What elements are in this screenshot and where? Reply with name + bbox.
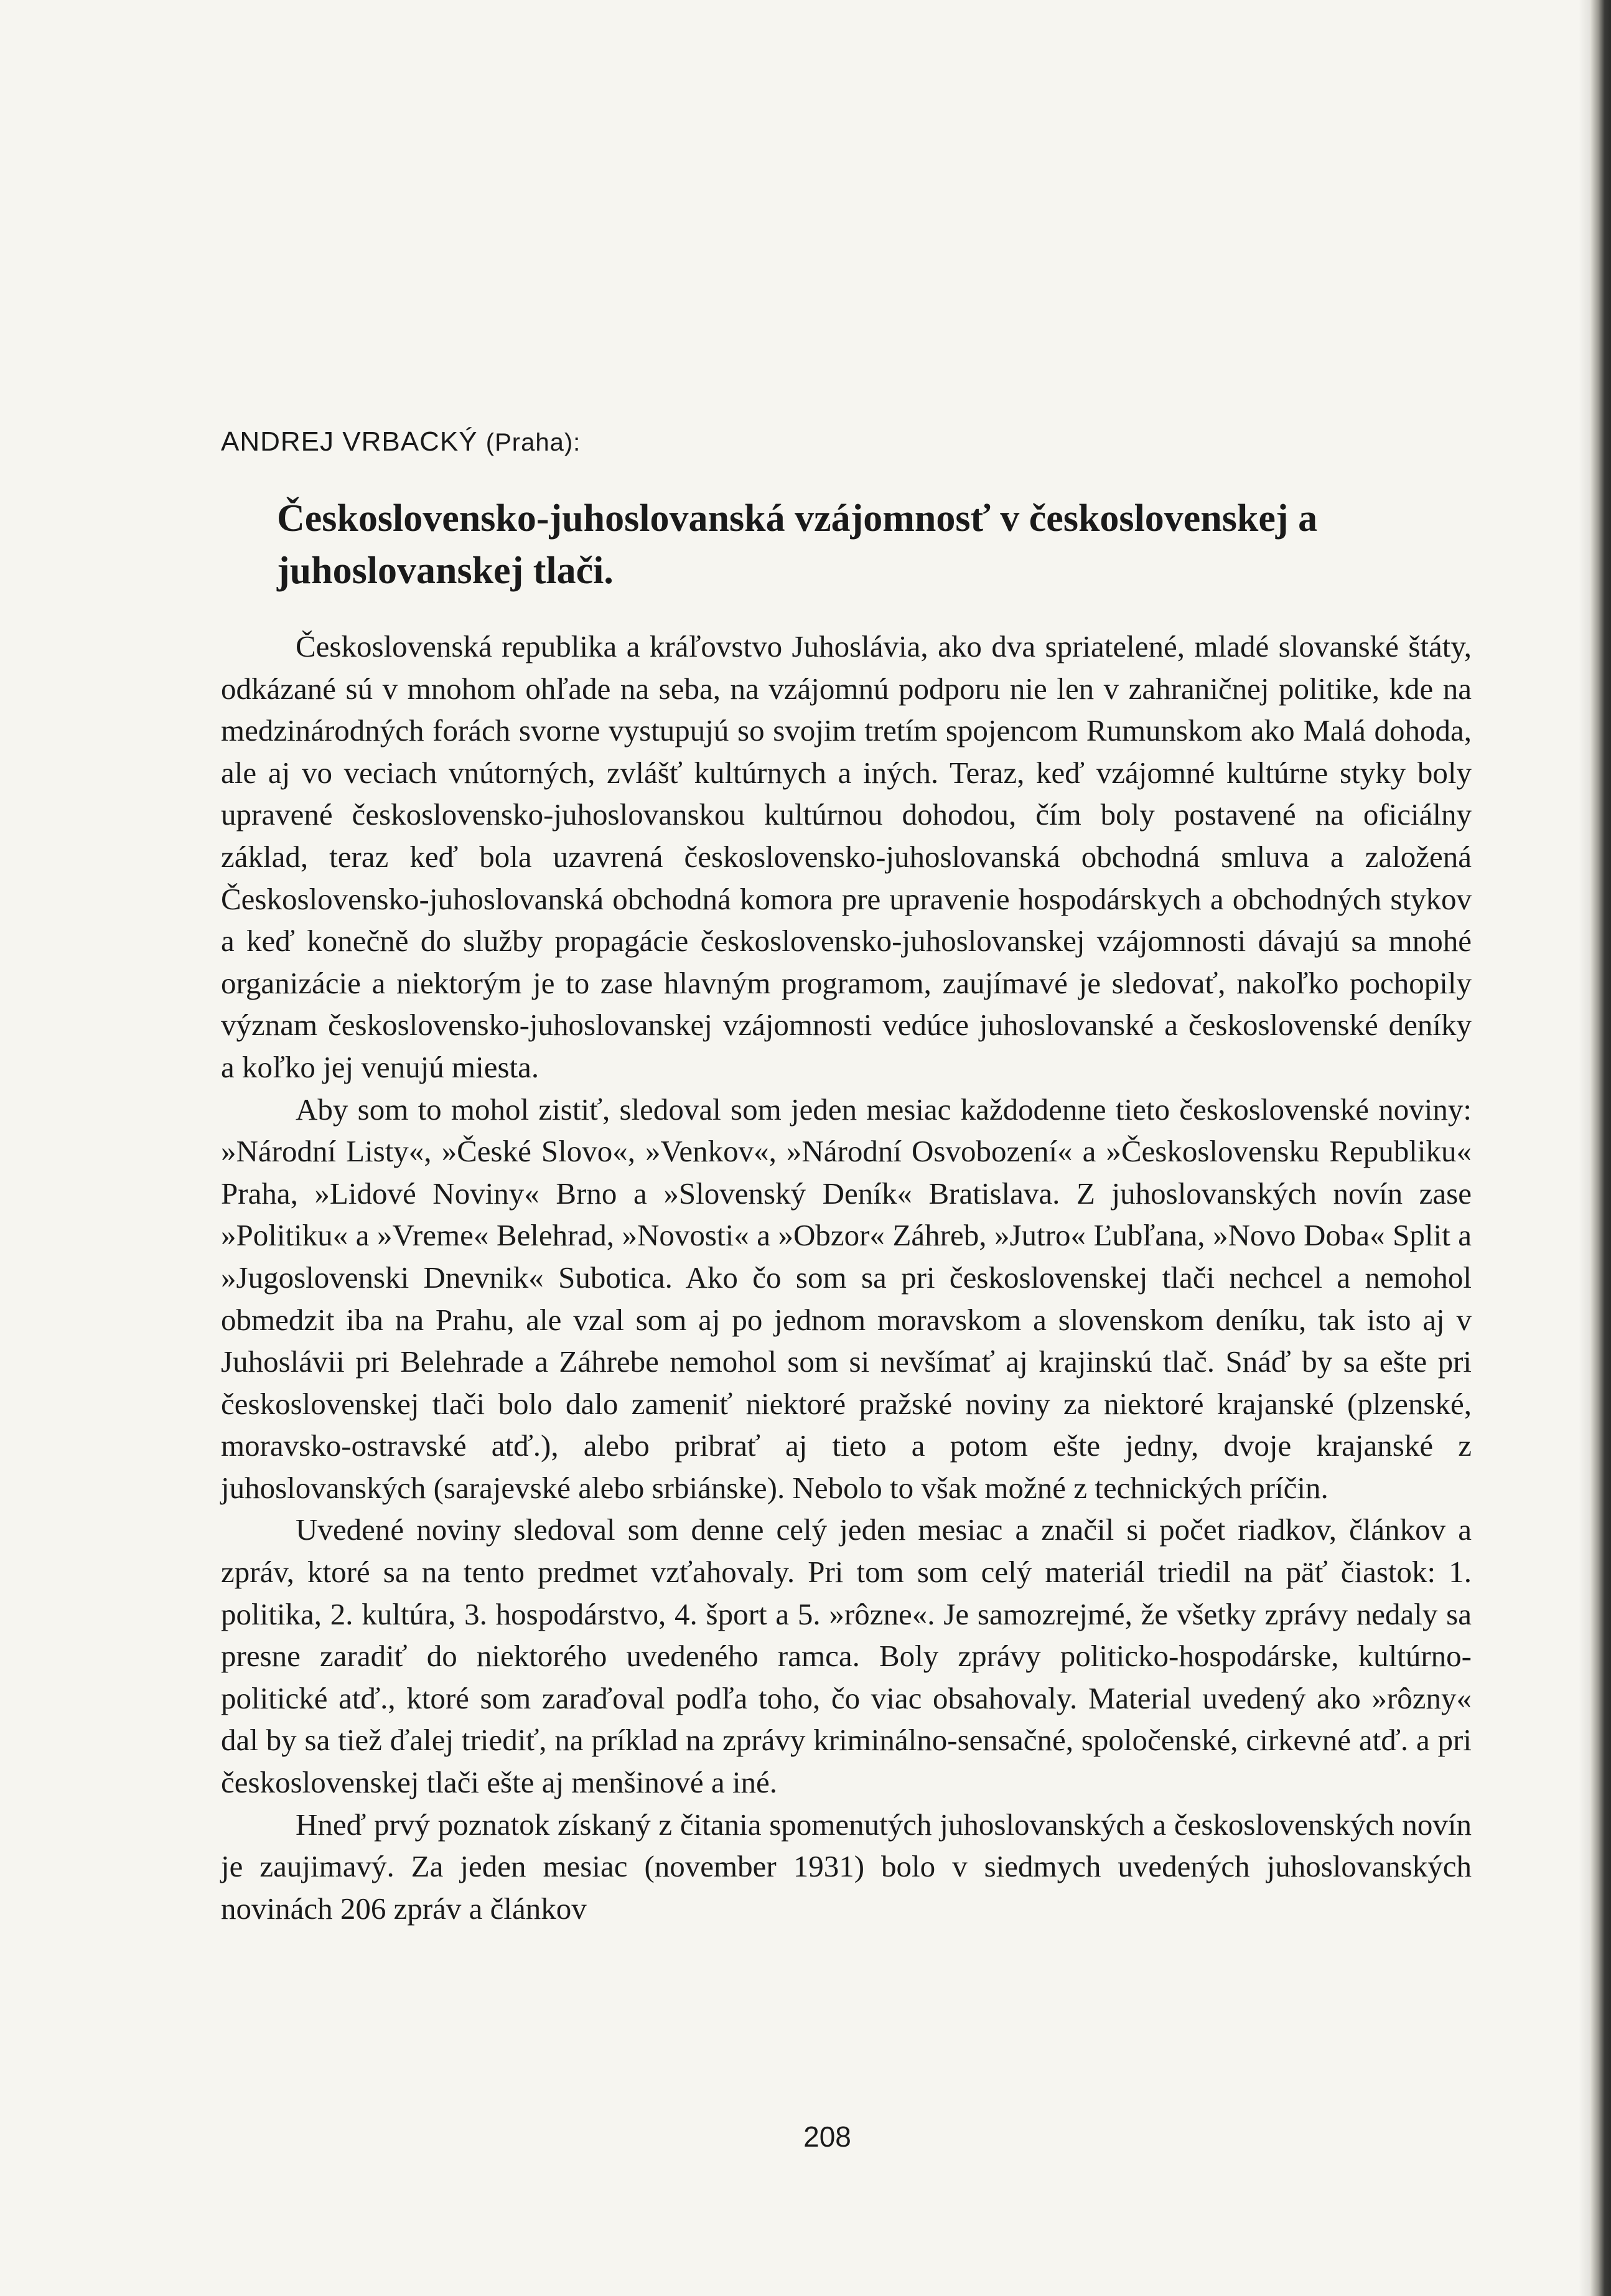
paragraph: Československá republika a kráľovstvo Juhoslávia, ako dva spriatelené, mladé slovanské štáty, odkázané sú v mnohom ohľade na seba, na vzájomnú podporu nie len v zahraničnej politike, kde na medzinárodných forách svorne vystupujú so svojim tretím spojencom Rumunskom ako Malá dohoda, ale aj vo veciach vnútorných, zvlášť kultúrnych a iných. Teraz, keď vzájomné kultúrne styky boly upravené československo-juhoslovanskou kultúrnou dohodou, čím boly postavené na oficiálny základ, teraz keď bola uzavrená československo-juhoslovanská obchodná smluva a založená Československo-juhoslovanská obchodná komora pre upravenie hospodárskych a obchodných stykov a keď konečně do služby propagácie československo-juhoslovanskej vzájomnosti dávajú sa mnohé organizácie a niektorým je to zase hlavným programom, zaujímavé je sledovať, nakoľko pochopily význam československo-juhoslovanskej vzájomnosti vedúce juhoslovanské a československé deníky a koľko jej venujú miesta. bbox=[221, 629, 1472, 1084]
article-content bbox=[221, 423, 1472, 1929]
page-number: 208 bbox=[803, 2120, 851, 2153]
page-edge bbox=[1590, 0, 1611, 2296]
binding-shadow bbox=[1579, 0, 1590, 2296]
author-byline bbox=[221, 423, 1472, 461]
paragraph: Uvedené noviny sledoval som denne celý jeden mesiac a značil si počet riadkov, článkov a zpráv, ktoré sa na tento predmet vzťahovaly. Pri tom som celý materiál triedil na päť čiastok: 1. politika, 2. kultúra, 3. hospodárstvo, 4. šport a 5. »rôzne«. Je samozrejmé, že všetky zprávy nedaly sa presne zaradiť do niektorého uvedeného ramca. Boly zprávy politicko-hospodárske, kultúrno-politické atď., ktoré som zaraďoval podľa toho, čo viac obsahovaly. Material uvedený ako »rôzny« dal by sa tiež ďalej triediť, na príklad na zprávy kriminálno-sensačné, spoločenské, cirkevné atď. a pri československej tlači ešte aj menšinové a iné. bbox=[221, 1512, 1472, 1800]
author-name: ANDREJ VRBACKÝ bbox=[221, 426, 478, 457]
author-place: (Praha): bbox=[485, 429, 581, 456]
paragraph: Aby som to mohol zistiť, sledoval som jeden mesiac každodenne tieto československé noviny: »Národní Listy«, »České Slovo«, »Venkov«, »Národní Osvobození« a »Československu Republiku« Praha, »Lidové Noviny« Brno a »Slovenský Deník« Bratislava. Z juhoslovanských novín zase »Politiku« a »Vreme« Belehrad, »Novosti« a »Obzor« Záhreb, »Jutro« Ľubľana, »Novo Doba« Split a »Jugoslovenski Dnevnik« Subotica. Ako čo som sa pri československej tlači nechcel a nemohol obmedzit iba na Prahu, ale vzal som aj po jednom moravskom a slovenskom deníku, tak isto aj v Juhoslávii pri Belehrade a Záhrebe nemohol som si nevšímať aj krajinskú tlač. Snáď by sa ešte pri československej tlači bolo dalo zameniť niektoré pražské noviny za niektoré krajanské (plzenské, moravsko-ostravské atď.), alebo pribrať aj tieto a potom ešte jedny, dvoje krajanské z juhoslovanských (sarajevské alebo srbiánske). Nebolo to však možné z technických príčin. bbox=[221, 1092, 1472, 1505]
paragraph: Hneď prvý poznatok získaný z čitania spomenutých juhoslovanských a československých novín je zaujimavý. Za jeden mesiac (november 1931) bolo v siedmych uvedených juhoslovanských novinách 206 zpráv a článkov bbox=[221, 1807, 1472, 1926]
article-body bbox=[221, 626, 1472, 1929]
article-title: Československo-juhoslovanská vzájomnosť v československej a juhoslovanskej tlači. bbox=[277, 497, 1318, 592]
